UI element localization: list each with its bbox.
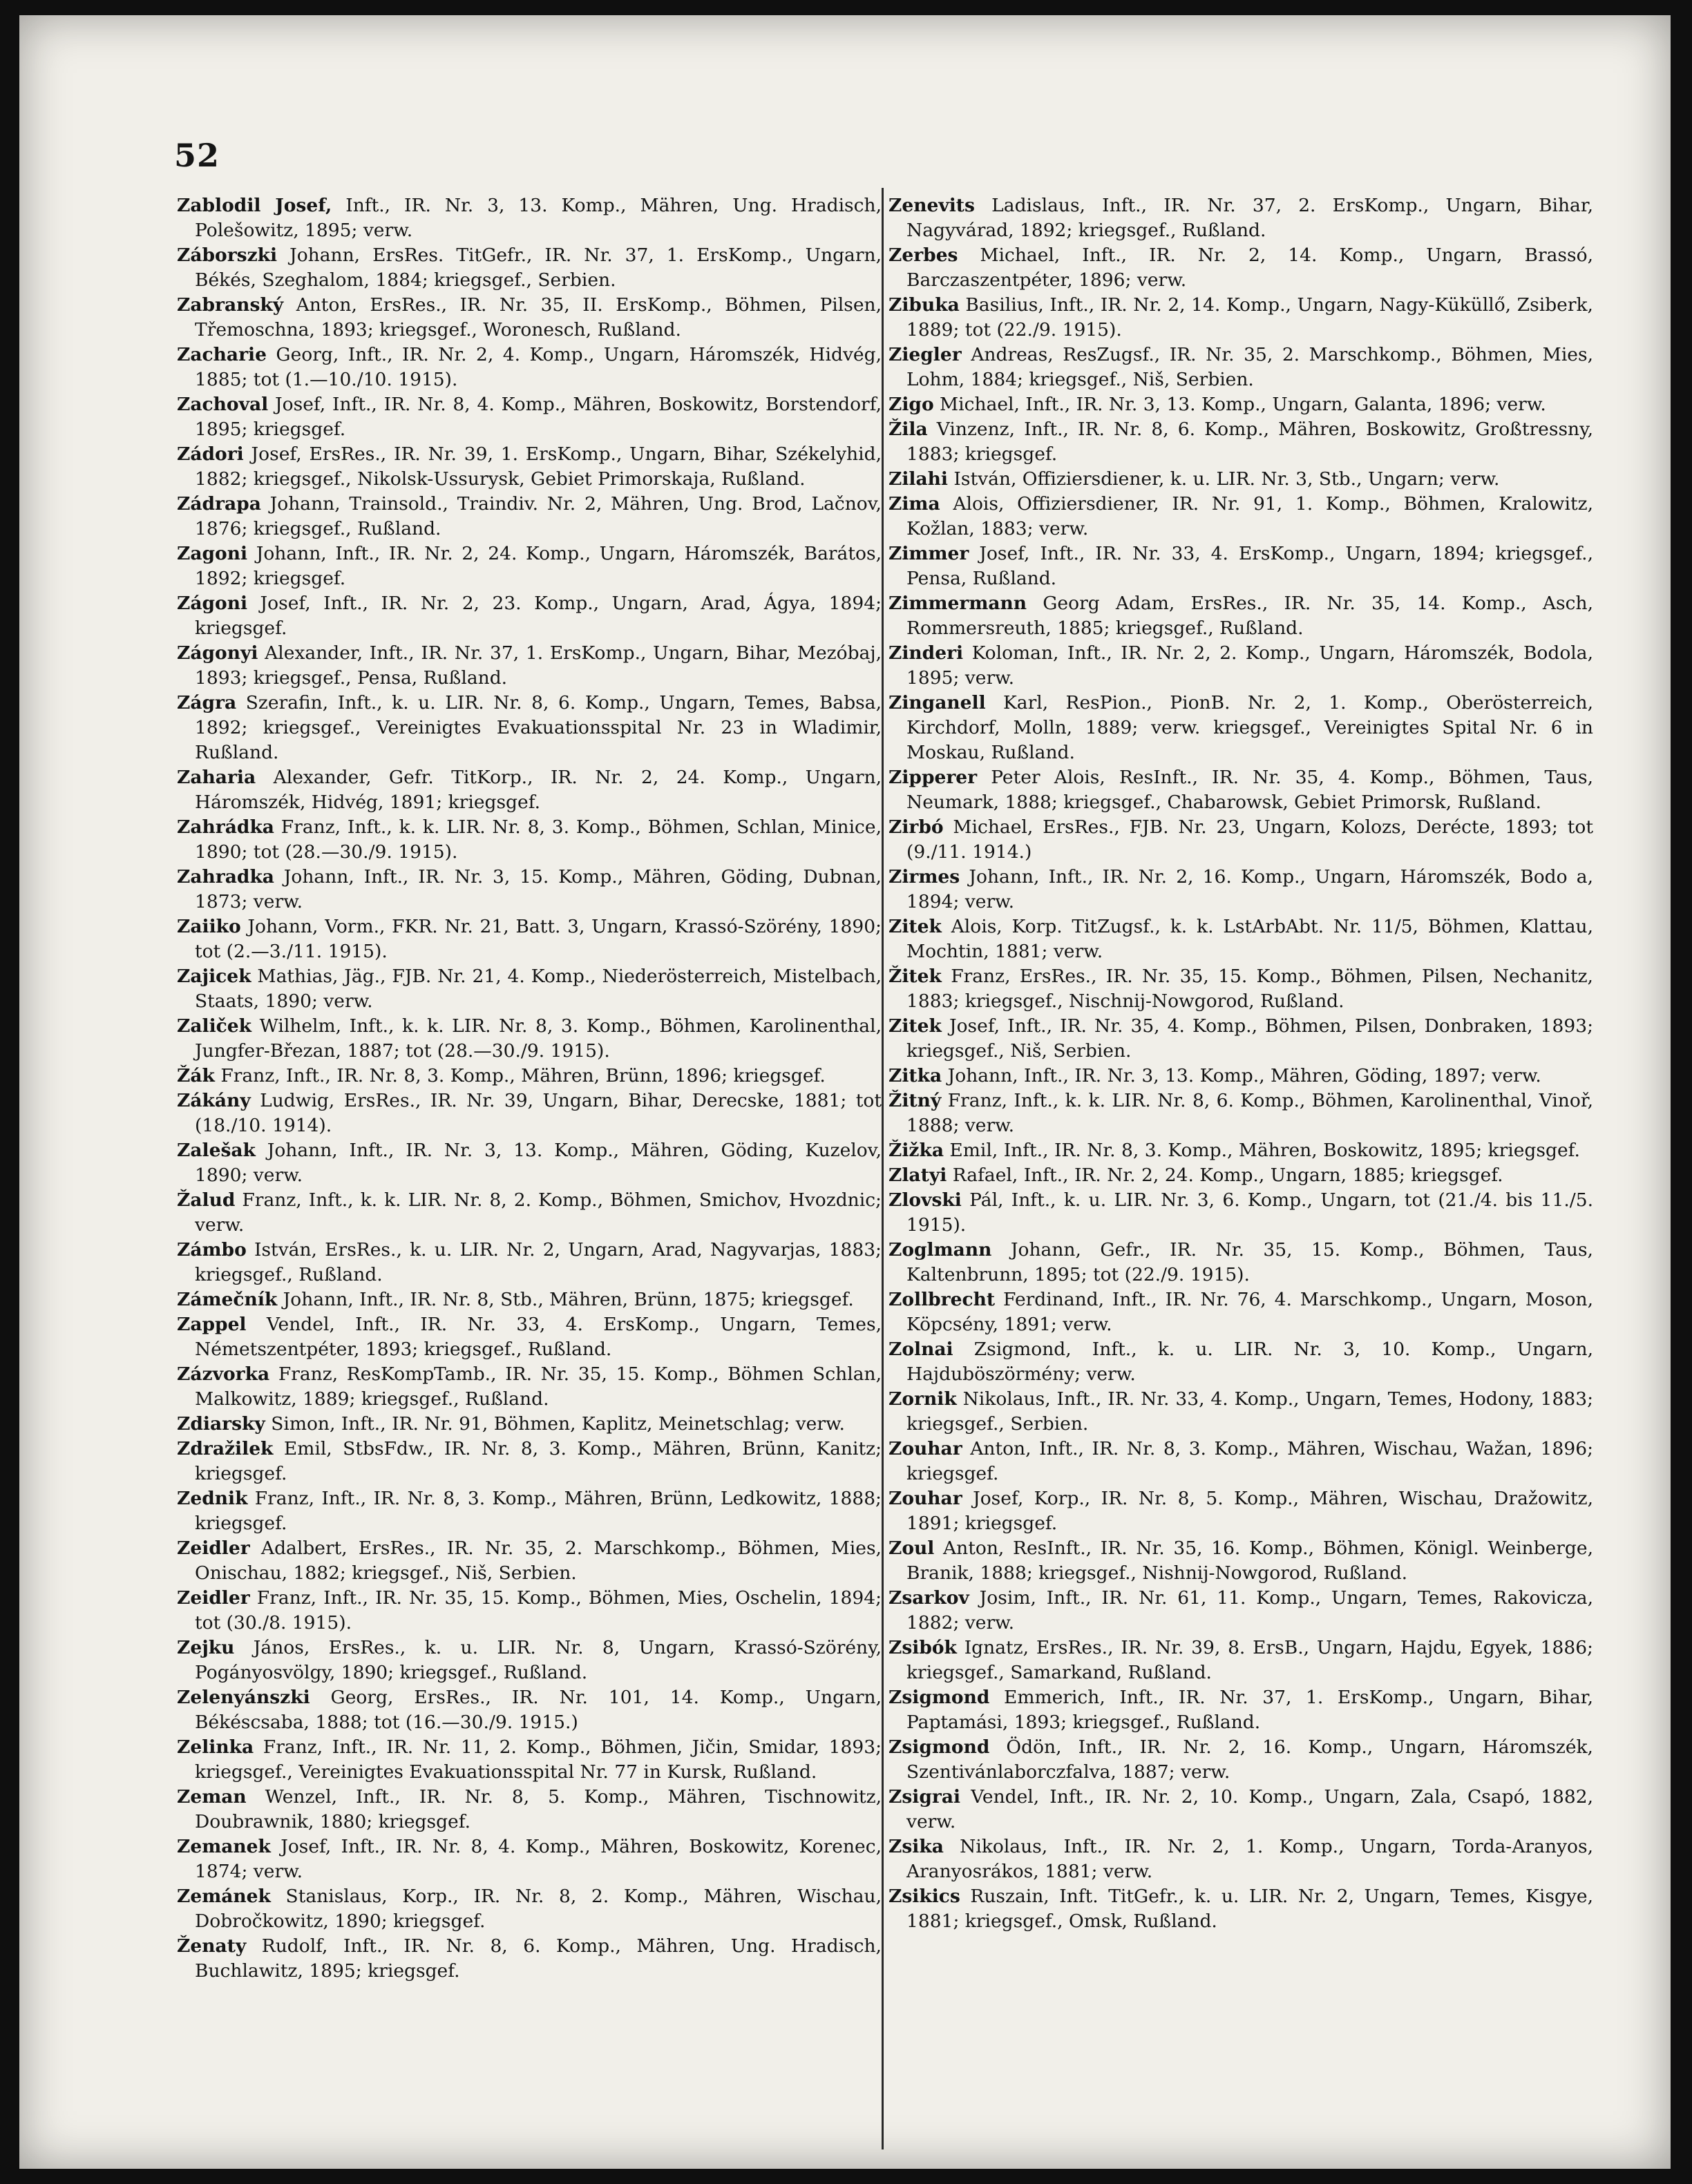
list-entry xyxy=(177,1685,882,1735)
column-divider xyxy=(882,188,884,2149)
entry-details: Ödön, Inft., IR. Nr. 2, 16. Komp., Ungarn, Háromszék, Szentivánlaborczfalva, 1887; verw. xyxy=(906,1736,1593,1783)
list-entry xyxy=(888,1064,1593,1089)
list-entry xyxy=(888,293,1593,343)
entry-surname: Žák xyxy=(177,1065,215,1086)
entry-surname: Zollbrecht xyxy=(888,1289,996,1310)
entry-details: Johann, ErsRes. TitGefr., IR. Nr. 37, 1. ErsKomp., Ungarn, Békés, Szeghalom, 1884; kriegsgef., Serbien. xyxy=(195,245,882,291)
list-entry xyxy=(177,1188,882,1238)
entry-surname: Zouhar xyxy=(888,1438,962,1459)
entry-details: Josef, Inft., IR. Nr. 8, 4. Komp., Mähren, Boskowitz, Korenec, 1874; verw. xyxy=(195,1836,882,1882)
entry-surname: Zajicek xyxy=(177,966,251,987)
entry-details: Zsigmond, Inft., k. u. LIR. Nr. 3, 10. Komp., Ungarn, Hajduböszörmény; verw. xyxy=(906,1339,1593,1385)
entry-details: János, ErsRes., k. u. LIR. Nr. 8, Ungarn, Krassó-Szörény, Pogányosvölgy, 1890; kriegsgef., Rußland. xyxy=(195,1637,882,1683)
entry-details: Wenzel, Inft., IR. Nr. 8, 5. Komp., Mähren, Tischnowitz, Doubrawnik, 1880; kriegsgef. xyxy=(195,1786,882,1832)
entry-details: István, Offiziersdiener, k. u. LIR. Nr. 3, Stb., Ungarn; verw. xyxy=(947,468,1500,490)
entry-details: Nikolaus, Inft., IR. Nr. 2, 1. Komp., Ungarn, Torda-Aranyos, Aranyosrákos, 1881; verw. xyxy=(906,1836,1593,1882)
entry-surname: Zemanek xyxy=(177,1836,271,1857)
list-entry xyxy=(888,815,1593,865)
entry-surname: Zeidler xyxy=(177,1538,250,1559)
list-entry xyxy=(888,392,1593,417)
list-entry xyxy=(888,1685,1593,1735)
entry-details: Adalbert, ErsRes., IR. Nr. 35, 2. Marschkomp., Böhmen, Mies, Onischau, 1882; kriegsgef., Niš, Serbien. xyxy=(195,1538,882,1584)
entry-details: Nikolaus, Inft., IR. Nr. 33, 4. Komp., Ungarn, Temes, Hodony, 1883; kriegsgef., Serbien. xyxy=(906,1388,1593,1435)
entry-surname: Zejku xyxy=(177,1637,235,1658)
entry-surname: Zinderi xyxy=(888,642,964,664)
entry-details: Franz, Inft., IR. Nr. 35, 15. Komp., Böhmen, Mies, Oschelin, 1894; tot (30./8. 1915). xyxy=(195,1587,882,1634)
list-entry xyxy=(888,1785,1593,1835)
entry-details: Peter Alois, ResInft., IR. Nr. 35, 4. Komp., Böhmen, Taus, Neumark, 1888; kriegsgef., Chabarowsk, Gebiet Primorsk, Rußland. xyxy=(906,767,1593,813)
entry-surname: Žižka xyxy=(888,1140,944,1161)
list-entry xyxy=(888,542,1593,591)
entry-details: Michael, Inft., IR. Nr. 3, 13. Komp., Ungarn, Galanta, 1896; verw. xyxy=(933,394,1546,415)
entry-surname: Zoul xyxy=(888,1538,935,1559)
entry-surname: Zipperer xyxy=(888,767,978,788)
entry-surname: Zlovski xyxy=(888,1189,962,1211)
list-entry xyxy=(177,442,882,492)
entry-surname: Zilahi xyxy=(888,468,948,490)
list-entry xyxy=(888,1486,1593,1536)
list-entry xyxy=(177,1412,882,1437)
entry-surname: Zelinka xyxy=(177,1736,254,1758)
entry-surname: Zerbes xyxy=(888,245,958,266)
list-entry xyxy=(177,765,882,815)
entry-details: Johann, Inft., IR. Nr. 3, 15. Komp., Mähren, Göding, Dubnan, 1873; verw. xyxy=(195,866,882,912)
entry-surname: Zenevits xyxy=(888,195,975,216)
list-entry xyxy=(177,1064,882,1089)
right-column xyxy=(888,193,1593,1934)
entry-surname: Zalešak xyxy=(177,1140,256,1161)
entry-details: Vendel, Inft., IR. Nr. 33, 4. ErsKomp., Ungarn, Temes, Németszentpéter, 1893; kriegsgef., Rußland. xyxy=(195,1314,882,1360)
list-entry xyxy=(888,914,1593,964)
entry-surname: Žalud xyxy=(177,1189,236,1211)
list-entry xyxy=(888,1437,1593,1486)
entry-surname: Zahradka xyxy=(177,866,274,888)
entry-details: Koloman, Inft., IR. Nr. 2, 2. Komp., Ungarn, Háromszék, Bodola, 1895; verw. xyxy=(906,642,1593,689)
entry-details: Johann, Inft., IR. Nr. 2, 16. Komp., Ungarn, Háromszék, Bodo a, 1894; verw. xyxy=(906,866,1593,912)
list-entry xyxy=(888,1636,1593,1685)
list-entry xyxy=(888,691,1593,765)
list-entry xyxy=(177,1238,882,1287)
entry-details: Josef, Inft., IR. Nr. 8, 4. Komp., Mähren, Boskowitz, Borstendorf, 1895; kriegsgef. xyxy=(195,394,882,440)
entry-surname: Zolnai xyxy=(888,1339,953,1360)
entry-surname: Zlatyi xyxy=(888,1165,947,1186)
entry-details: Rudolf, Inft., IR. Nr. 8, 6. Komp., Mähren, Ung. Hradisch, Buchlawitz, 1895; kriegsgef. xyxy=(195,1935,882,1982)
entry-surname: Zádrapa xyxy=(177,493,261,515)
entry-surname: Zappel xyxy=(177,1314,247,1335)
entry-surname: Zázvorka xyxy=(177,1363,270,1385)
entry-details: Emil, Inft., IR. Nr. 8, 3. Komp., Mähren, Boskowitz, 1895; kriegsgef. xyxy=(944,1140,1580,1161)
list-entry xyxy=(888,1163,1593,1188)
list-entry xyxy=(177,914,882,964)
entry-details: Georg, Inft., IR. Nr. 2, 4. Komp., Ungarn, Háromszék, Hidvég, 1885; tot (1.—10./10. 1915). xyxy=(195,344,882,390)
entry-surname: Zsigmond xyxy=(888,1687,990,1708)
list-entry xyxy=(177,1014,882,1064)
list-entry xyxy=(177,691,882,765)
entry-details: Ferdinand, Inft., IR. Nr. 76, 4. Marschkomp., Ungarn, Moson, Köpcsény, 1891; verw. xyxy=(906,1289,1593,1335)
entry-details: Georg Adam, ErsRes., IR. Nr. 35, 14. Komp., Asch, Rommersreuth, 1885; kriegsgef., Rußland. xyxy=(906,593,1593,639)
entry-surname: Zima xyxy=(888,493,940,515)
entry-details: Michael, Inft., IR. Nr. 2, 14. Komp., Ungarn, Brassó, Barczaszentpéter, 1896; verw. xyxy=(906,245,1593,291)
list-entry xyxy=(888,1586,1593,1636)
list-entry xyxy=(888,1884,1593,1934)
entry-surname: Záborszki xyxy=(177,245,278,266)
entry-surname: Žila xyxy=(888,419,928,440)
list-entry xyxy=(177,1884,882,1934)
list-entry xyxy=(177,1362,882,1412)
entry-surname: Zednik xyxy=(177,1488,248,1509)
entry-surname: Žitek xyxy=(888,966,942,987)
entry-surname: Zitka xyxy=(888,1065,942,1086)
entry-surname: Žitný xyxy=(888,1090,942,1111)
entry-details: Ludwig, ErsRes., IR. Nr. 39, Ungarn, Bihar, Derecske, 1881; tot (18./10. 1914). xyxy=(195,1090,882,1136)
entry-surname: Zeidler xyxy=(177,1587,250,1609)
entry-details: Vinzenz, Inft., IR. Nr. 8, 6. Komp., Mähren, Boskowitz, Großtressny, 1883; kriegsgef. xyxy=(906,419,1593,465)
entry-surname: Zsikics xyxy=(888,1886,960,1907)
entry-details: Anton, ResInft., IR. Nr. 35, 16. Komp., Böhmen, Königl. Weinberge, Branik, 1888; kriegsgef., Nishnij-Nowgorod, Rußland. xyxy=(906,1538,1593,1584)
entry-surname: Zádori xyxy=(177,443,244,465)
list-entry xyxy=(888,1287,1593,1337)
list-entry xyxy=(888,1089,1593,1138)
entry-details: Franz, Inft., IR. Nr. 8, 3. Komp., Mähren, Brünn, Ledkowitz, 1888; kriegsgef. xyxy=(195,1488,882,1534)
entry-details: Franz, Inft., k. k. LIR. Nr. 8, 2. Komp., Böhmen, Smichov, Hvozdnic; verw. xyxy=(195,1189,882,1236)
entry-details: Franz, Inft., k. k. LIR. Nr. 8, 6. Komp., Böhmen, Karolinenthal, Vinoř, 1888; verw. xyxy=(906,1090,1593,1136)
list-entry xyxy=(888,1138,1593,1163)
list-entry xyxy=(177,964,882,1014)
entry-surname: Zibuka xyxy=(888,294,960,316)
entry-surname: Zsibók xyxy=(888,1637,957,1658)
entry-details: Emmerich, Inft., IR. Nr. 37, 1. ErsKomp., Ungarn, Bihar, Paptamási, 1893; kriegsgef., Rußland. xyxy=(906,1687,1593,1733)
entry-surname: Zdražilek xyxy=(177,1438,274,1459)
entry-details: Josef, Inft., IR. Nr. 2, 23. Komp., Ungarn, Arad, Ágya, 1894; kriegsgef. xyxy=(195,593,882,639)
list-entry xyxy=(177,243,882,293)
list-entry xyxy=(177,1735,882,1785)
list-entry xyxy=(888,467,1593,492)
entry-surname: Zirbó xyxy=(888,816,944,838)
entry-details: Johann, Inft., IR. Nr. 2, 24. Komp., Ungarn, Háromszék, Barátos, 1892; kriegsgef. xyxy=(195,543,882,589)
list-entry xyxy=(888,417,1593,467)
entry-details: Karl, ResPion., PionB. Nr. 2, 1. Komp., Oberösterreich, Kirchdorf, Molln, 1889; verw. kriegsgef., Vereinigtes Spital Nr. 6 in Moskau, Rußland. xyxy=(906,692,1593,763)
entry-surname: Zabranský xyxy=(177,294,284,316)
entry-details: Johann, Trainsold., Traindiv. Nr. 2, Mähren, Ung. Brod, Lačnov, 1876; kriegsgef., Rußland. xyxy=(195,493,882,539)
entry-surname: Zaharia xyxy=(177,767,256,788)
entry-details: Josef, ErsRes., IR. Nr. 39, 1. ErsKomp., Ungarn, Bihar, Székelyhid, 1882; kriegsgef., Nikolsk-Ussurysk, Gebiet Primorskaja, Rußland. xyxy=(195,443,882,490)
list-entry xyxy=(177,1586,882,1636)
list-entry xyxy=(888,1188,1593,1238)
list-entry xyxy=(177,542,882,591)
list-entry xyxy=(177,1312,882,1362)
entry-details: Rafael, Inft., IR. Nr. 2, 24. Komp., Ungarn, 1885; kriegsgef. xyxy=(947,1165,1503,1186)
entry-surname: Zelenyánszki xyxy=(177,1687,310,1708)
list-entry xyxy=(177,1536,882,1586)
entry-surname: Zemánek xyxy=(177,1886,271,1907)
list-entry xyxy=(177,492,882,542)
entry-details: Johann, Vorm., FKR. Nr. 21, Batt. 3, Ungarn, Krassó-Szörény, 1890; tot (2.—3./11. 1915). xyxy=(195,916,882,962)
entry-details: Franz, Inft., IR. Nr. 11, 2. Komp., Böhmen, Jičin, Smidar, 1893; kriegsgef., Vereinigtes Evakuationsspital Nr. 77 in Kursk, Rußland. xyxy=(195,1736,882,1783)
list-entry xyxy=(177,591,882,641)
list-entry xyxy=(888,765,1593,815)
entry-surname: Zahrádka xyxy=(177,816,274,838)
list-entry xyxy=(177,1437,882,1486)
entry-surname: Zámečník xyxy=(177,1289,278,1310)
entry-details: Franz, Inft., k. k. LIR. Nr. 8, 3. Komp., Böhmen, Schlan, Minice, 1890; tot (28.—30./9. 1915). xyxy=(195,816,882,863)
entry-details: Alois, Korp. TitZugsf., k. k. LstArbAbt. Nr. 11/5, Böhmen, Klattau, Mochtin, 1881; verw. xyxy=(906,916,1593,962)
entry-surname: Zaliček xyxy=(177,1015,252,1037)
entry-surname: Zoglmann xyxy=(888,1239,992,1261)
list-entry xyxy=(888,243,1593,293)
entry-surname: Zigo xyxy=(888,394,934,415)
entry-details: Michael, ErsRes., FJB. Nr. 23, Ungarn, Kolozs, Derécte, 1893; tot (9./11. 1914.) xyxy=(906,816,1593,863)
list-entry xyxy=(888,193,1593,243)
entry-surname: Zágra xyxy=(177,692,237,713)
entry-surname: Zornik xyxy=(888,1388,957,1410)
list-entry xyxy=(888,1238,1593,1287)
entry-details: Mathias, Jäg., FJB. Nr. 21, 4. Komp., Niederösterreich, Mistelbach, Staats, 1890; verw. xyxy=(195,966,882,1012)
entry-details: Alois, Offiziersdiener, IR. Nr. 91, 1. Komp., Böhmen, Kralowitz, Kožlan, 1883; verw. xyxy=(906,493,1593,539)
list-entry xyxy=(888,964,1593,1014)
entry-details: Johann, Inft., IR. Nr. 3, 13. Komp., Mähren, Göding, Kuzelov, 1890; verw. xyxy=(195,1140,882,1186)
entry-details: Ladislaus, Inft., IR. Nr. 37, 2. ErsKomp., Ungarn, Bihar, Nagyvárad, 1892; kriegsgef., Rußland. xyxy=(906,195,1593,241)
entry-details: Anton, ErsRes., IR. Nr. 35, II. ErsKomp., Böhmen, Pilsen, Třemoschna, 1893; kriegsgef., Woronesch, Rußland. xyxy=(195,294,882,341)
entry-surname: Zachoval xyxy=(177,394,269,415)
entry-details: Inft., IR. Nr. 3, 13. Komp., Mähren, Ung. Hradisch, Polešowitz, 1895; verw. xyxy=(195,195,882,241)
page-number: 52 xyxy=(174,137,220,174)
list-entry xyxy=(888,865,1593,914)
entry-surname: Zeman xyxy=(177,1786,247,1808)
list-entry xyxy=(888,641,1593,691)
entry-details: Stanislaus, Korp., IR. Nr. 8, 2. Komp., Mähren, Wischau, Dobročkowitz, 1890; kriegsgef. xyxy=(195,1886,882,1932)
entry-details: Vendel, Inft., IR. Nr. 2, 10. Komp., Ungarn, Zala, Csapó, 1882, verw. xyxy=(906,1786,1593,1832)
entry-details: Emil, StbsFdw., IR. Nr. 8, 3. Komp., Mähren, Brünn, Kanitz; kriegsgef. xyxy=(195,1438,882,1484)
list-entry xyxy=(888,1337,1593,1387)
entry-details: Wilhelm, Inft., k. k. LIR. Nr. 8, 3. Komp., Böhmen, Karolinenthal, Jungfer-Březan, 1887; tot (28.—30./9. 1915). xyxy=(195,1015,882,1062)
entry-surname: Zsika xyxy=(888,1836,944,1857)
entry-details: Basilius, Inft., IR. Nr. 2, 14. Komp., Ungarn, Nagy-Küküllő, Zsiberk, 1889; tot (22./9. 1915). xyxy=(906,294,1593,341)
list-entry xyxy=(177,641,882,691)
entry-surname: Zitek xyxy=(888,1015,942,1037)
entry-surname: Zagoni xyxy=(177,543,248,564)
entry-surname: Zimmer xyxy=(888,543,969,564)
entry-details: Franz, Inft., IR. Nr. 8, 3. Komp., Mähren, Brünn, 1896; kriegsgef. xyxy=(214,1065,826,1086)
entry-details: Josef, Korp., IR. Nr. 8, 5. Komp., Mähren, Wischau, Dražowitz, 1891; kriegsgef. xyxy=(906,1488,1593,1534)
list-entry xyxy=(888,1014,1593,1064)
entry-details: Georg, ErsRes., IR. Nr. 101, 14. Komp., Ungarn, Békéscsaba, 1888; tot (16.—30./9. 1915.) xyxy=(195,1687,882,1733)
entry-surname: Zsigrai xyxy=(888,1786,961,1808)
entry-surname: Zitek xyxy=(888,916,942,937)
list-entry xyxy=(177,1785,882,1835)
list-entry xyxy=(177,865,882,914)
list-entry xyxy=(177,293,882,343)
list-entry xyxy=(177,1636,882,1685)
entry-details: Alexander, Inft., IR. Nr. 37, 1. ErsKomp., Ungarn, Bihar, Mezóbaj, 1893; kriegsgef., Pensa, Rußland. xyxy=(195,642,882,689)
entry-details: Simon, Inft., IR. Nr. 91, Böhmen, Kaplitz, Meinetschlag; verw. xyxy=(265,1413,845,1435)
entry-details: Pál, Inft., k. u. LIR. Nr. 3, 6. Komp., Ungarn, tot (21./4. bis 11./5. 1915). xyxy=(906,1189,1593,1236)
list-entry xyxy=(888,343,1593,392)
entry-surname: Zágoni xyxy=(177,593,248,614)
entry-details: István, ErsRes., k. u. LIR. Nr. 2, Ungarn, Arad, Nagyvarjas, 1883; kriegsgef., Rußland. xyxy=(195,1239,882,1285)
entry-details: Szerafin, Inft., k. u. LIR. Nr. 8, 6. Komp., Ungarn, Temes, Babsa, 1892; kriegsgef., Vereinigtes Evakuationsspital Nr. 23 in Wladimir, Rußland. xyxy=(195,692,882,763)
entry-details: Josim, Inft., IR. Nr. 61, 11. Komp., Ungarn, Temes, Rakovicza, 1882; verw. xyxy=(906,1587,1593,1634)
list-entry xyxy=(177,815,882,865)
entry-surname: Ženaty xyxy=(177,1935,247,1957)
entry-surname: Zimmermann xyxy=(888,593,1027,614)
entry-surname: Ziegler xyxy=(888,344,962,365)
entry-surname: Zákány xyxy=(177,1090,251,1111)
list-entry xyxy=(177,1089,882,1138)
list-entry xyxy=(888,1536,1593,1586)
list-entry xyxy=(888,1735,1593,1785)
entry-surname: Zouhar xyxy=(888,1488,962,1509)
list-entry xyxy=(177,343,882,392)
list-entry xyxy=(177,1486,882,1536)
list-entry xyxy=(177,392,882,442)
list-entry xyxy=(177,1835,882,1884)
entry-surname: Zdiarsky xyxy=(177,1413,265,1435)
entry-details: Alexander, Gefr. TitKorp., IR. Nr. 2, 24. Komp., Ungarn, Háromszék, Hidvég, 1891; kriegsgef. xyxy=(195,767,882,813)
list-entry xyxy=(177,1934,882,1984)
entry-surname: Zacharie xyxy=(177,344,267,365)
list-entry xyxy=(888,1387,1593,1437)
entry-details: Josef, Inft., IR. Nr. 33, 4. ErsKomp., Ungarn, 1894; kriegsgef., Pensa, Rußland. xyxy=(906,543,1593,589)
list-entry xyxy=(177,193,882,243)
list-entry xyxy=(888,492,1593,542)
entry-details: Andreas, ResZugsf., IR. Nr. 35, 2. Marschkomp., Böhmen, Mies, Lohm, 1884; kriegsgef., Niš, Serbien. xyxy=(906,344,1593,390)
list-entry xyxy=(177,1138,882,1188)
entry-surname: Zirmes xyxy=(888,866,960,888)
entry-details: Franz, ResKompTamb., IR. Nr. 35, 15. Komp., Böhmen Schlan, Malkowitz, 1889; kriegsgef., Rußland. xyxy=(195,1363,882,1410)
list-entry xyxy=(177,1287,882,1312)
entry-surname: Zinganell xyxy=(888,692,986,713)
entry-details: Johann, Inft., IR. Nr. 8, Stb., Mähren, Brünn, 1875; kriegsgef. xyxy=(277,1289,854,1310)
left-column xyxy=(177,193,882,1984)
list-entry xyxy=(888,591,1593,641)
list-entry xyxy=(888,1835,1593,1884)
entry-surname: Zsarkov xyxy=(888,1587,969,1609)
entry-details: Josef, Inft., IR. Nr. 35, 4. Komp., Böhmen, Pilsen, Donbraken, 1893; kriegsgef., Niš, Serbien. xyxy=(906,1015,1593,1062)
entry-surname: Zágonyi xyxy=(177,642,258,664)
entry-details: Anton, Inft., IR. Nr. 8, 3. Komp., Mähren, Wischau, Wažan, 1896; kriegsgef. xyxy=(906,1438,1593,1484)
entry-details: Johann, Inft., IR. Nr. 3, 13. Komp., Mähren, Göding, 1897; verw. xyxy=(942,1065,1541,1086)
entry-surname: Zsigmond xyxy=(888,1736,990,1758)
entry-details: Franz, ErsRes., IR. Nr. 35, 15. Komp., Böhmen, Pilsen, Nechanitz, 1883; kriegsgef., Nischnij-Nowgorod, Rußland. xyxy=(906,966,1593,1012)
entry-surname: Zaiiko xyxy=(177,916,241,937)
entry-details: Johann, Gefr., IR. Nr. 35, 15. Komp., Böhmen, Taus, Kaltenbrunn, 1895; tot (22./9. 1915). xyxy=(906,1239,1593,1285)
entry-surname: Zablodil Josef, xyxy=(177,195,332,216)
entry-details: Ignatz, ErsRes., IR. Nr. 39, 8. ErsB., Ungarn, Hajdu, Egyek, 1886; kriegsgef., Samarkand, Rußland. xyxy=(906,1637,1593,1683)
entry-surname: Zámbo xyxy=(177,1239,247,1261)
document-page xyxy=(19,15,1671,2169)
entry-details: Ruszain, Inft. TitGefr., k. u. LIR. Nr. 2, Ungarn, Temes, Kisgye, 1881; kriegsgef., Omsk, Rußland. xyxy=(906,1886,1593,1932)
